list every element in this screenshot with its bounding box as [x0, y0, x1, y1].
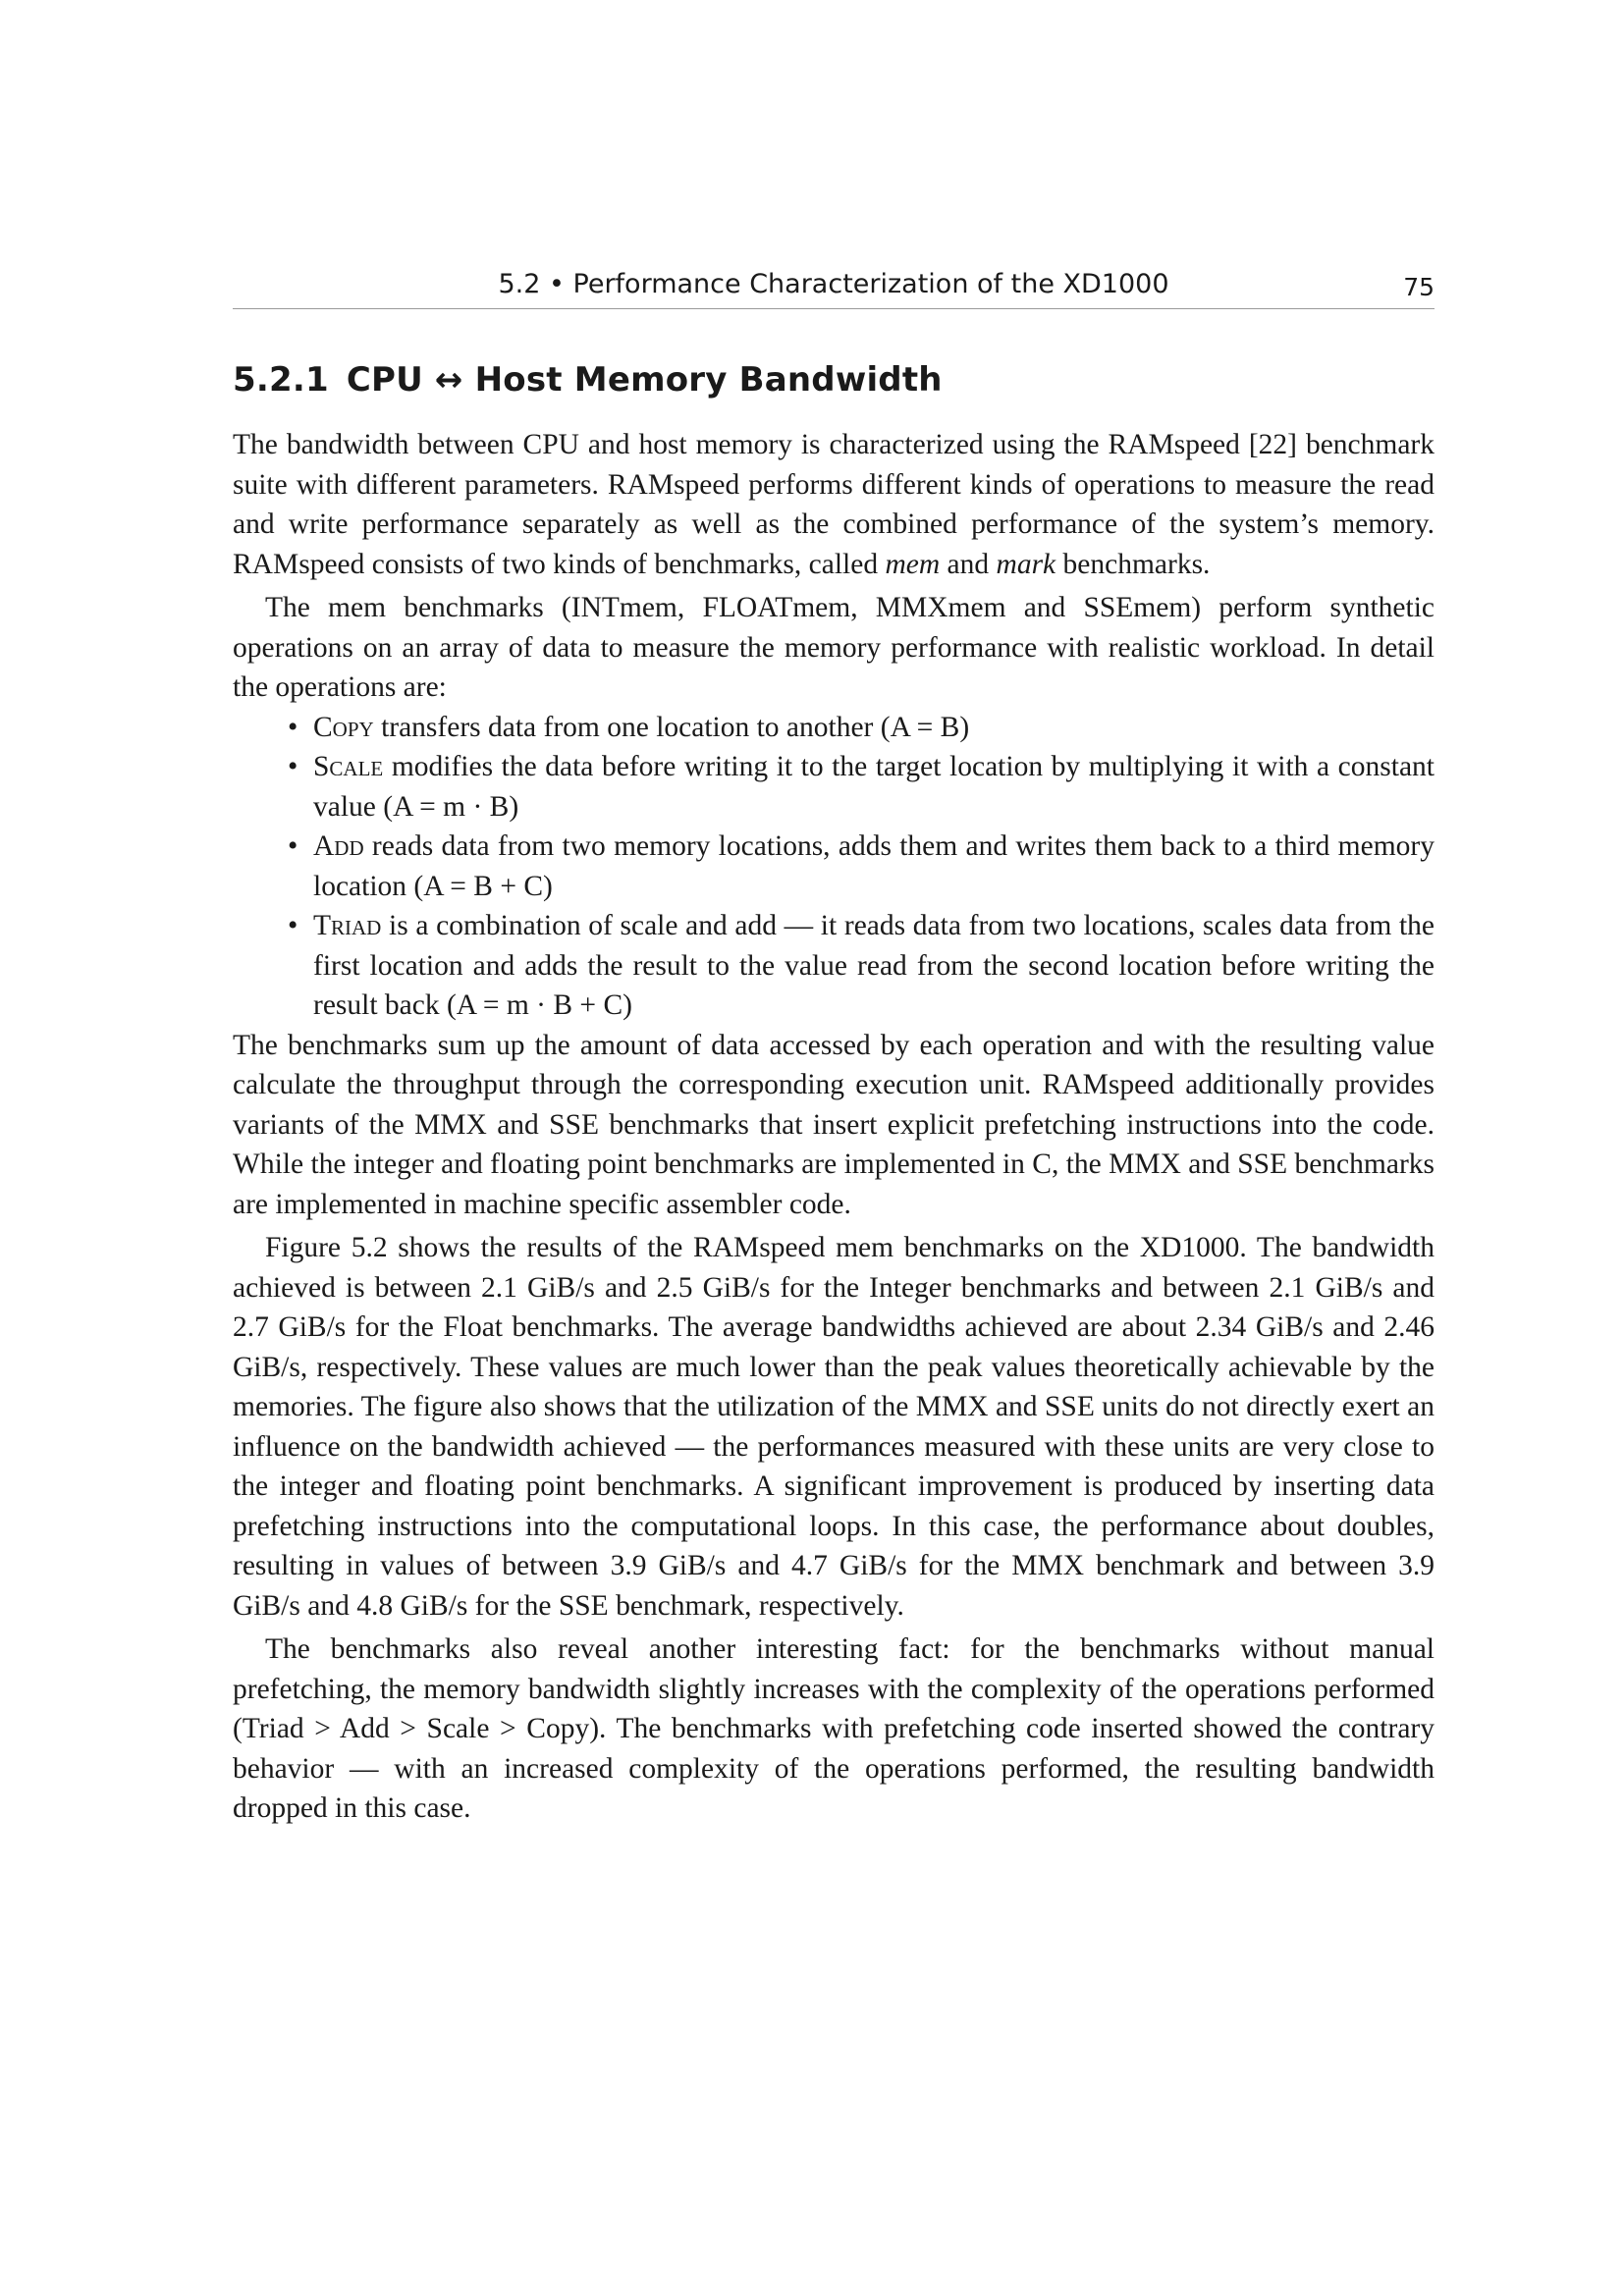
section-heading	[233, 360, 1435, 400]
paragraph-intro	[233, 425, 1435, 584]
list-item-add	[288, 827, 1435, 906]
bullet-icon: •	[288, 711, 298, 743]
paragraph-results: Figure 5.2 shows the results of the RAMspeed mem benchmarks on the XD1000. The bandwidth achieved is between 2.1 GiB/s and 2.5 GiB/s for the Integer benchmarks and between 2.1 GiB/s and 2.7 GiB/s for the Float benchmarks. The average bandwidths achieved are about 2.34 GiB/s and 2.46 GiB/s, respectively. These values are much lower than the peak values theoretically achievable by the memories. The figure also shows that the utilization of the MMX and SSE units do not directly exert an influence on the bandwidth achieved — the performances measured with these units are very close to the integer and floating point benchmarks. A significant improvement is produced by inserting data prefetching instructions into the computational loops. In this case, the performance about doubles, resulting in values of between 3.9 GiB/s and 4.7 GiB/s for the MMX benchmark and between 3.9 GiB/s and 4.8 GiB/s for the SSE benchmark, respectively.	[233, 1232, 1435, 1622]
section-title: CPU ↔ Host Memory Bandwidth	[346, 360, 943, 400]
operation-description: modifies the data before writing it to the target location by multiplying it with a constant value (A = m · B)	[313, 751, 1435, 823]
list-item-scale	[288, 747, 1435, 827]
operation-name: Add	[313, 830, 364, 862]
paragraph-intro-text-b: and	[940, 548, 997, 580]
paragraph-prefetching: The benchmarks also reveal another interesting fact: for the benchmarks without manual prefetching, the memory bandwidth slightly increases with the complexity of the operations performed (Triad > Add > Scale > Copy). The benchmarks with prefetching code inserted showed the contrary behavior — with an increased complexity of the operations performed, the resulting bandwidth dropped in this case.	[233, 1633, 1435, 1824]
list-item-copy	[288, 708, 1435, 748]
running-title: 5.2 • Performance Characterization of the XD1000	[498, 269, 1169, 299]
running-header	[233, 265, 1435, 309]
document-page	[233, 265, 1435, 1829]
paragraph-throughput: The benchmarks sum up the amount of data accessed by each operation and with the resulting value calculate the throughput through the corresponding execution unit. RAMspeed additionally provides variants of the MMX and SSE benchmarks that insert explicit prefetching instructions into the code. While the integer and floating point benchmarks are implemented in C, the MMX and SSE benchmarks are implemented in machine specific assembler code.	[233, 1029, 1435, 1220]
paragraph-intro-text-c: benchmarks.	[1056, 548, 1211, 580]
page-number: 75	[1403, 273, 1435, 301]
operation-name: Copy	[313, 711, 374, 743]
paragraph-intro-text-a: The bandwidth between CPU and host memory is characterized using the RAMspeed [22] benchmark suite with different parameters. RAMspeed performs different kinds of operations to measure the read and write performance separately as well as the combined performance of the system’s memory. RAMspeed consists of two kinds of benchmarks, called	[233, 429, 1435, 580]
term-mem: mem	[885, 548, 941, 580]
operation-name: Scale	[313, 751, 384, 782]
operation-name: Triad	[313, 910, 382, 941]
operation-description: reads data from two memory locations, adds them and writes them back to a third memory location (A = B + C)	[313, 830, 1435, 902]
operation-description: is a combination of scale and add — it reads data from two locations, scales data from the first location and adds the result to the value read from the second location before writing the result back (A = m · B + C)	[313, 910, 1435, 1021]
term-mark: mark	[996, 548, 1056, 580]
bullet-icon: •	[288, 830, 298, 862]
paragraph-mem-benchmarks: The mem benchmarks (INTmem, FLOATmem, MMXmem and SSEmem) perform synthetic operations on an array of data to measure the memory performance with realistic workload. In detail the operations are:	[233, 592, 1435, 703]
operations-list	[233, 708, 1435, 1026]
operation-description: transfers data from one location to another (A = B)	[373, 711, 970, 743]
list-item-triad	[288, 906, 1435, 1026]
section-number: 5.2.1	[233, 360, 329, 400]
bullet-icon: •	[288, 910, 298, 941]
bullet-icon: •	[288, 751, 298, 782]
